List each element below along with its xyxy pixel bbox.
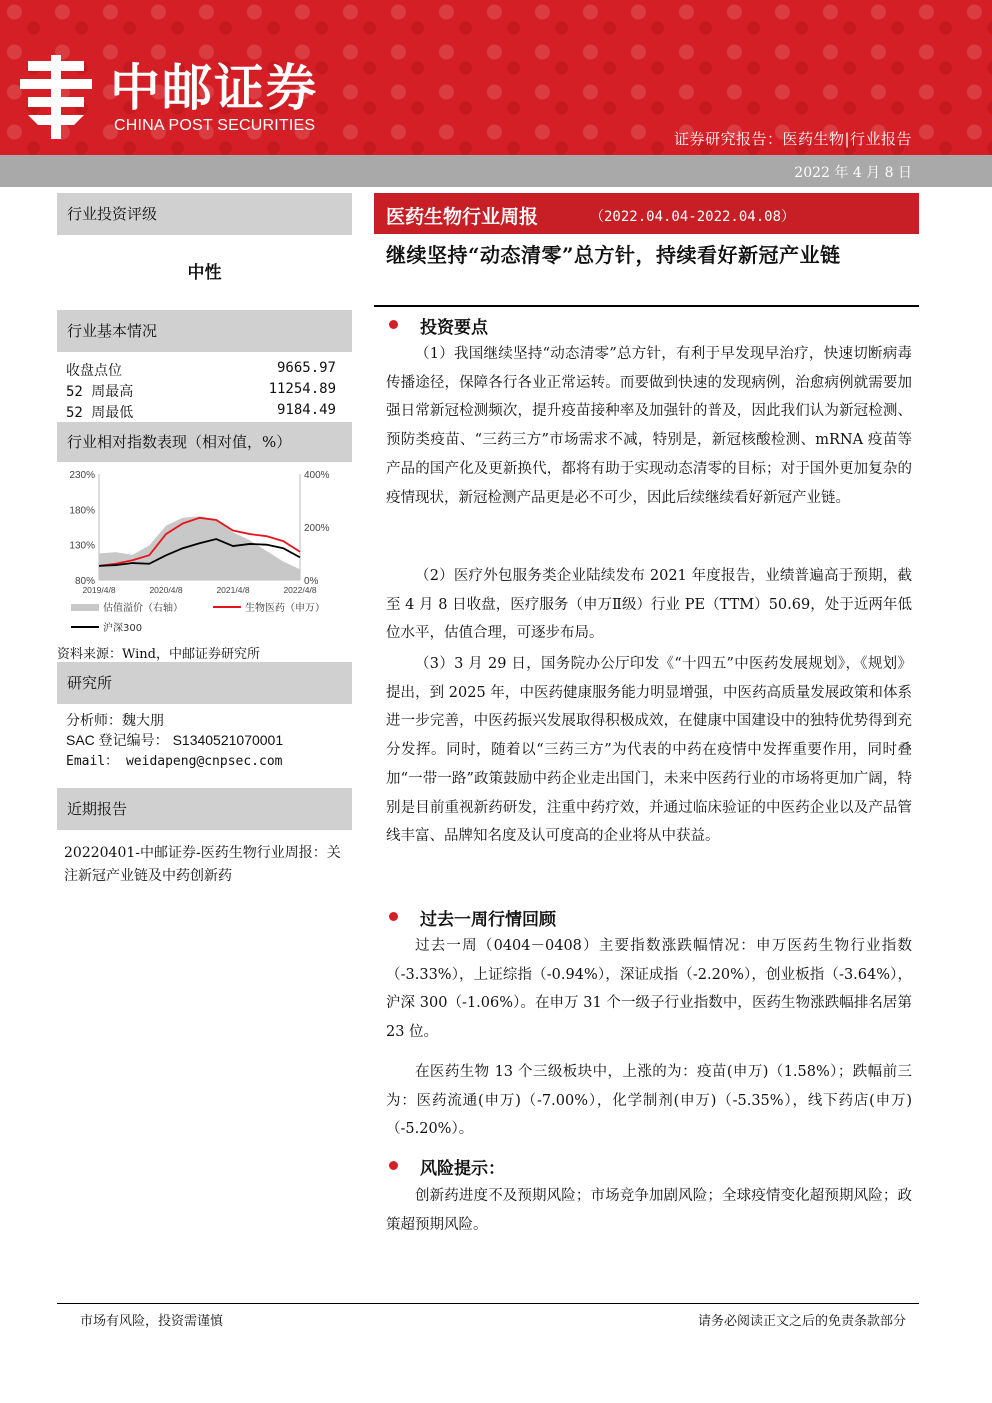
series-area-valuation-premium bbox=[99, 516, 300, 580]
report-title: 医药生物行业周报 bbox=[386, 206, 539, 228]
basics-row-close bbox=[66, 360, 336, 380]
left-axis-tick-label: 230% bbox=[69, 470, 95, 481]
right-axis-tick-label: 200% bbox=[304, 523, 330, 534]
report-type: 证券研究报告：医药生物|行业报告 bbox=[673, 130, 912, 148]
section-title-market-review: 过去一周行情回顾 bbox=[420, 910, 556, 930]
logo-english-name: CHINA POST SECURITIES bbox=[114, 117, 316, 134]
footer-right: 请务必阅读正文之后的免责条款部分 bbox=[697, 1314, 906, 1329]
section-paragraph: 过去一周（0404－0408）主要指数涨跌幅情况：申万医药生物行业指数（-3.33%），上证综指（-0.94%），深证成指（-2.20%），创业板指（-3.64%），沪深 300（-1.06%）。在申万 31 个一级子行业指数中，医药生物涨跌幅排名居第 23 位。 bbox=[386, 938, 912, 1041]
right-axis-tick-label: 400% bbox=[304, 470, 330, 481]
logo-chinese-name: 中邮证券 bbox=[110, 59, 318, 117]
x-axis-tick-label: 2021/4/8 bbox=[216, 585, 250, 595]
footer-left: 市场有风险，投资需谨慎 bbox=[80, 1314, 224, 1329]
basics-row-value: 9665.97 bbox=[276, 360, 336, 376]
report-date: 2022 年 4 月 8 日 bbox=[794, 165, 912, 181]
basics-row-value: 11254.89 bbox=[268, 381, 336, 397]
bullet-icon bbox=[389, 912, 398, 921]
x-axis-tick-label: 2019/4/8 bbox=[82, 585, 116, 595]
right-axis-tick-label: 0% bbox=[304, 576, 319, 587]
china-post-logo-icon bbox=[20, 55, 92, 139]
section-paragraph: （2）医疗外包服务类企业陆续发布 2021 年度报告，业绩普遍高于预期，截至 4 月 8 日收盘，医疗服务（申万Ⅱ级）行业 PE（TTM）50.69，处于近两年低位水平，估值合理，可逐步布局。 bbox=[386, 568, 912, 642]
basics-row-low bbox=[66, 402, 336, 422]
x-axis-tick-label: 2020/4/8 bbox=[149, 585, 183, 595]
chart-source: 资料来源：Wind，中邮证券研究所 bbox=[57, 647, 260, 662]
x-axis-tick-label: 2022/4/8 bbox=[283, 585, 317, 595]
rating-value: 中性 bbox=[187, 263, 222, 283]
section-title-risk: 风险提示： bbox=[420, 1159, 505, 1179]
legend-swatch bbox=[71, 604, 99, 611]
left-axis-tick-label: 80% bbox=[74, 576, 95, 587]
headline-divider bbox=[374, 305, 919, 307]
legend-label: 生物医药（申万） bbox=[245, 603, 325, 614]
basics-row-label: 收盘点位 bbox=[66, 363, 122, 379]
analyst-email[interactable]: Email： weidapeng@cnpsec.com bbox=[66, 754, 283, 769]
left-axis-tick-label: 180% bbox=[69, 505, 95, 517]
section-paragraph: （1）我国继续坚持“动态清零”总方针，有利于早发现早治疗，快速切断病毒传播途径，保障各行各业正常运转。而要做到快速的发现病例，治愈病例就需要加强日常新冠检测频次，提升疫苗接种率及加强针的普及，因此我们认为新冠检测、预防类疫苗、“三药三方”市场需求不减，特别是，新冠核酸检测、mRNA 疫苗等产品的国产化及更新换代，都将有助于实现动态清零的目标；对于国外更加复杂的疫情现状，新冠检测产品更是必不可少，因此后续继续看好新冠产业链。 bbox=[386, 346, 912, 506]
recent-reports-label: 近期报告 bbox=[57, 788, 352, 830]
section-paragraph: 在医药生物 13 个三级板块中，上涨的为：疫苗(申万)（1.58%）；跌幅前三为：医药流通(申万)（-7.00%），化学制剂(申万)（-5.35%），线下药店(申万)（-5.20%）。 bbox=[386, 1064, 912, 1138]
basics-row-label: 52 周最低 bbox=[66, 405, 134, 421]
legend-label: 沪深300 bbox=[103, 623, 143, 634]
section-title-key-points: 投资要点 bbox=[420, 318, 488, 338]
chart-svg bbox=[57, 462, 352, 642]
section-paragraph: 创新药进度不及预期风险；市场竞争加剧风险；全球疫情变化超预期风险；政策超预期风险。 bbox=[386, 1188, 912, 1233]
chart-label: 行业相对指数表现（相对值，%） bbox=[57, 422, 352, 462]
basics-label: 行业基本情况 bbox=[57, 310, 352, 352]
report-headline: 继续坚持“动态清零”总方针，持续看好新冠产业链 bbox=[386, 243, 841, 267]
analyst-sac: SAC 登记编号： S1340521070001 bbox=[66, 732, 284, 748]
basics-row-label: 52 周最高 bbox=[66, 384, 134, 400]
section-paragraph: （3）3 月 29 日，国务院办公厅印发《“十四五”中医药发展规划》，《规划》提出，到 2025 年，中医药健康服务能力明显增强，中医药高质量发展政策和体系进一步完善，中医药振兴发展取得积极成效，在健康中国建设中的独特优势得到充分发挥。同时，随着以“三药三方”为代表的中药在疫情中发挥重要作用，同时叠加“一带一路”政策鼓励中药企业走出国门，未来中医药行业的市场将更加广阔，特别是目前重视新药研发，注重中药疗效，并通过临床验证的中医药企业以及产品管线丰富、品牌知名度及认可度高的企业将从中获益。 bbox=[386, 656, 912, 845]
bullet-icon bbox=[389, 1161, 398, 1170]
recent-report-link[interactable]: 20220401-中邮证券-医药生物行业周报：关注新冠产业链及中药创新药 bbox=[64, 845, 341, 884]
rating-label: 行业投资评级 bbox=[57, 193, 352, 235]
legend-label: 估值溢价（右轴） bbox=[103, 603, 183, 614]
relative-index-chart bbox=[57, 462, 352, 642]
report-title-date: （2022.04.04-2022.04.08） bbox=[590, 209, 796, 225]
analyst-name: 分析师：魏大朋 bbox=[66, 713, 164, 729]
basics-row-high bbox=[66, 381, 336, 401]
bullet-icon bbox=[389, 320, 398, 329]
basics-row-value: 9184.49 bbox=[276, 402, 336, 418]
institute-label: 研究所 bbox=[57, 662, 352, 704]
left-axis-tick-label: 130% bbox=[69, 540, 95, 552]
footer-divider bbox=[57, 1303, 919, 1304]
